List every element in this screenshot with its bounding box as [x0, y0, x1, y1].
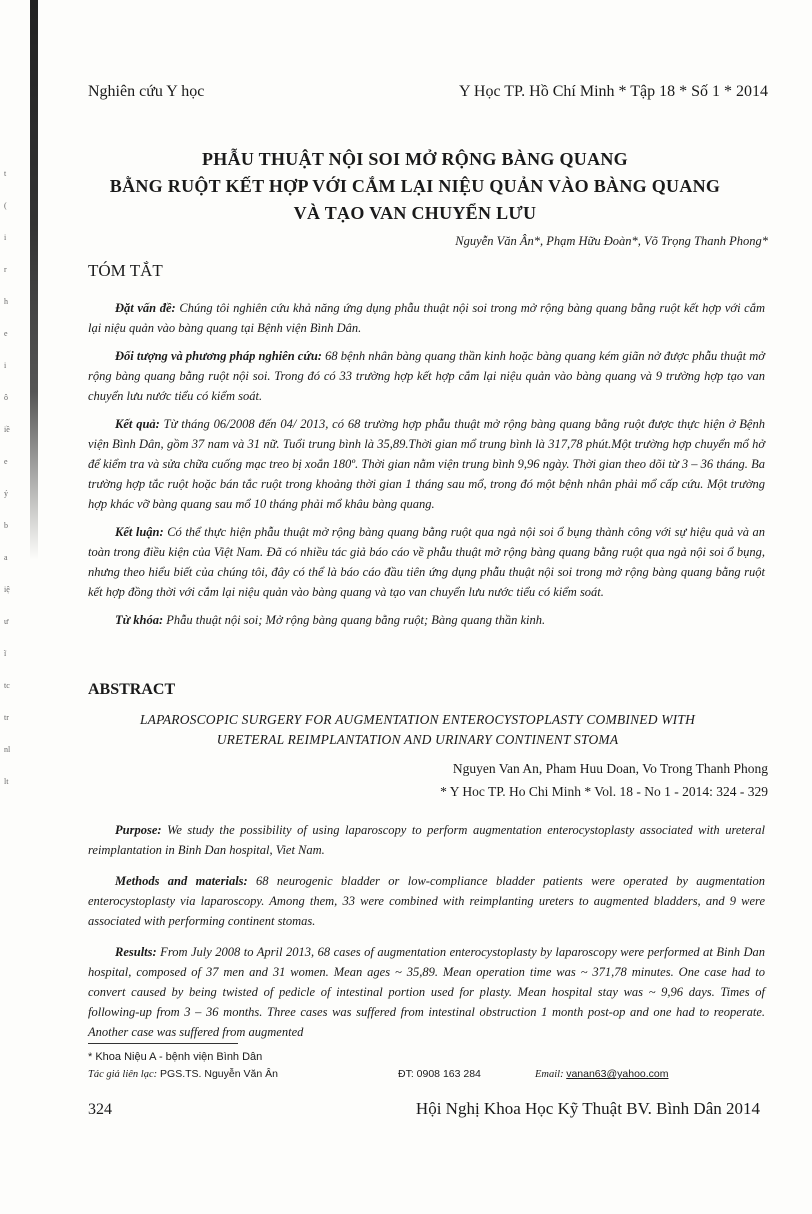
paragraph-label: Purpose:	[115, 823, 162, 837]
summary-keywords	[88, 610, 765, 630]
paragraph-text: We study the possibility of using laparoscopy to perform augmentation enterocystoplasty associated with ureteral reimplantation in Binh Dan hospital, Viet Nam.	[88, 823, 765, 857]
english-title-line-1: LAPAROSCOPIC SURGERY FOR AUGMENTATION ENTEROCYSTOPLASTY COMBINED WITH	[139, 712, 696, 727]
paragraph-text: Từ tháng 06/2008 đến 04/ 2013, có 68 trường hợp phẫu thuật mở rộng bàng quang bằng ruột được thực hiện ở Bệnh viện Bình Dân, gồm 37 nam và 31 nữ. Tuổi trung bình là 35,89.Thời gian mổ trung bình là 317,78 phút.Một trường hợp chuyển mổ hở để kiểm tra và sửa chữa cuống mạc treo bị xoắn 180º. Thời gian nằm viện trung bình 9,96 ngày. Thời gian theo dõi từ 3 – 36 tháng. Ba trường hợp tắc ruột hoặc bán tắc ruột trong khoảng thời gian 1 tháng sau mổ, trong đó một bệnh nhân phải mổ cấp cứu. Một trường hợp khác vỡ bàng quang sau mổ 10 tháng phải mổ khâu bàng quang.	[88, 417, 765, 511]
margin-mark: e	[4, 329, 8, 338]
summary-paragraph-methods	[88, 346, 765, 406]
email-link[interactable]: vanan63@yahoo.com	[566, 1068, 669, 1080]
margin-mark: iề	[4, 425, 10, 434]
footnote-contact	[88, 1068, 278, 1080]
footnote-email	[535, 1068, 669, 1080]
title-line-1: PHẪU THUẬT NỘI SOI MỞ RỘNG BÀNG QUANG	[202, 149, 628, 169]
footnote-affiliation: * Khoa Niệu A - bệnh viện Bình Dân	[88, 1051, 263, 1063]
page-number: 324	[88, 1101, 112, 1118]
vietnamese-summary	[88, 298, 765, 638]
running-footer: Hội Nghị Khoa Học Kỹ Thuật BV. Bình Dân 2014	[415, 1099, 760, 1118]
margin-mark: tr	[4, 713, 9, 722]
abstract-paragraph-methods	[88, 871, 765, 931]
summary-paragraph-conclusion	[88, 522, 765, 602]
margin-mark: t	[4, 169, 7, 178]
running-header-left: Nghiên cứu Y học	[88, 83, 205, 100]
authors-english: Nguyen Van An, Pham Huu Doan, Vo Trong Thanh Phong	[452, 761, 768, 776]
section-heading-abstract: ABSTRACT	[88, 681, 176, 698]
running-header-right: Y Học TP. Hồ Chí Minh * Tập 18 * Số 1 * 2014	[458, 83, 768, 100]
paragraph-label: Đối tượng và phương pháp nghiên cứu:	[115, 349, 322, 363]
margin-mark: tc	[4, 681, 10, 690]
margin-mark: b	[4, 521, 8, 530]
authors-vietnamese: Nguyễn Văn Ân*, Phạm Hữu Đoàn*, Võ Trọng Thanh Phong*	[455, 234, 768, 248]
book-spine-shadow	[30, 0, 38, 560]
margin-mark: i	[4, 361, 7, 370]
title-line-3: VÀ TẠO VAN CHUYỂN LƯU	[293, 203, 537, 223]
paragraph-text: 68 neurogenic bladder or low-compliance bladder patients were operated by augmentation enterocystoplasty via laparoscopy. Among them, 33 were combined with reimplanting ureters to augmented bladders, and 9 were associated with performing continent stomas.	[88, 874, 765, 928]
section-heading-tomtat: TÓM TẮT	[88, 261, 163, 280]
paragraph-label: Methods and materials:	[115, 874, 248, 888]
paragraph-text: From July 2008 to April 2013, 68 cases of augmentation enterocystoplasty by laparoscopy were performed at Binh Dan hospital, composed of 37 men and 31 women. Mean ages ~ 35,89. Mean operation time was ~ 371,78 minutes. One case had to convert caused by being twisted of pedicle of intestinal portion used for plasty. Mean hospital stay was ~ 9,96 days. Times of following-up from 3 – 36 months. Three cases was suffered from intestinal obstruction 1 month post-op and one had to reoperate. Another case was suffered from augmented	[88, 945, 765, 1039]
paragraph-label: Kết luận:	[115, 525, 164, 539]
english-title	[40, 710, 795, 750]
summary-paragraph-background	[88, 298, 765, 338]
paragraph-text: Chúng tôi nghiên cứu khả năng ứng dụng phẫu thuật nội soi trong mở rộng bàng quang bằng ruột kết hợp với cắm lại niệu quản vào bàng quang tại Bệnh viện Bình Dân.	[88, 301, 765, 335]
margin-mark: lt	[4, 777, 9, 786]
abstract-paragraph-purpose	[88, 820, 765, 860]
margin-mark: ô	[4, 393, 8, 402]
margin-mark: ư	[4, 617, 9, 626]
margin-mark: nl	[4, 745, 11, 754]
paragraph-text: Có thể thực hiện phẫu thuật mở rộng bàng quang bằng ruột qua ngả nội soi ổ bụng thành công với sự hiệu quả và an toàn trong điều kiện của Việt Nam. Đã có nhiều tác giả báo cáo về phẫu thuật mở rộng bàng quang bằng ruột qua ngả nội soi ổ bụng, nhưng theo hiểu biết của chúng tôi, đây có thể là báo cáo đầu tiên ứng dụng phẫu thuật nội soi trong mở rộng bàng quang bằng ruột kết hợp đồng thời với cắm lại niệu quản vào bàng quang và tạo van chuyển lưu nước tiểu có kiểm soát.	[88, 525, 765, 599]
paragraph-label: Results:	[115, 945, 157, 959]
keywords-label: Từ khóa:	[115, 613, 164, 627]
citation: * Y Hoc TP. Ho Chi Minh * Vol. 18 - No 1 - 2014: 324 - 329	[440, 784, 768, 799]
margin-mark: (	[4, 201, 7, 210]
contact-label: Tác giả liên lạc:	[88, 1069, 158, 1080]
email-label: Email:	[535, 1069, 564, 1080]
margin-mark: iệ	[4, 585, 10, 594]
article-title	[40, 146, 790, 227]
english-abstract	[88, 820, 765, 1053]
paragraph-text: 68 bệnh nhân bàng quang thần kinh hoặc bàng quang kém giãn nở được phẫu thuật mở rộng bàng quang bằng ruột nội soi. Trong đó có 33 trường hợp kết hợp cắm lại niệu quản vào bàng quang và 9 trường hợp tạo van chuyển lưu nước tiểu có kiểm soát.	[88, 349, 765, 403]
paragraph-label: Kết quả:	[115, 417, 160, 431]
margin-mark: ý	[4, 489, 8, 498]
english-authors-block	[440, 757, 768, 803]
margin-bleed-marks	[4, 170, 18, 810]
margin-mark: a	[4, 553, 8, 562]
margin-mark: h	[4, 297, 8, 306]
margin-mark: r	[4, 265, 7, 274]
english-title-line-2: URETERAL REIMPLANTATION AND URINARY CONTINENT STOMA	[216, 732, 619, 747]
footnote-divider	[88, 1043, 238, 1044]
margin-mark: e	[4, 457, 8, 466]
footnote-phone: ĐT: 0908 163 284	[398, 1068, 481, 1080]
margin-mark: i	[4, 233, 7, 242]
paragraph-label: Đặt vấn đề:	[115, 301, 176, 315]
abstract-paragraph-results	[88, 942, 765, 1042]
title-line-2: BẰNG RUỘT KẾT HỢP VỚI CẮM LẠI NIỆU QUẢN VÀO BÀNG QUANG	[109, 176, 721, 196]
summary-paragraph-results	[88, 414, 765, 514]
keywords-text: Phẫu thuật nội soi; Mở rộng bàng quang bằng ruột; Bàng quang thần kinh.	[163, 613, 546, 627]
contact-name: PGS.TS. Nguyễn Văn Ân	[157, 1068, 278, 1080]
margin-mark: ĩ	[4, 649, 7, 658]
